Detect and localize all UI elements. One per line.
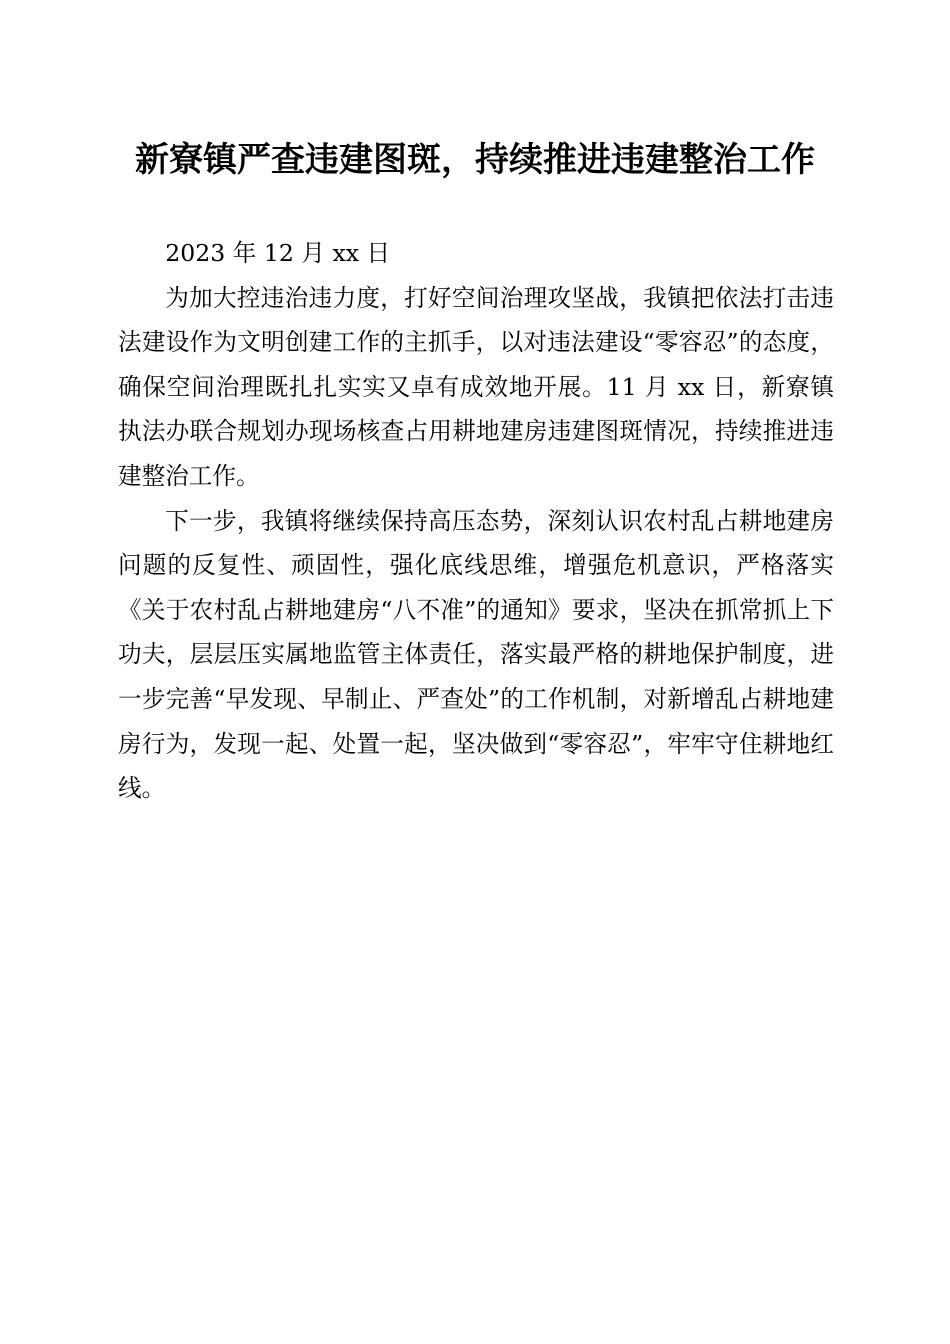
document-body bbox=[118, 231, 834, 811]
document-title: 新寮镇严查违建图斑，持续推进违建整治工作 bbox=[135, 140, 815, 180]
paragraph-1: 为加大控违治违力度，打好空间治理攻坚战，我镇把依法打击违法建设作为文明创建工作的主抓手，以对违法建设“零容忍”的态度，确保空间治理既扎扎实实又卓有成效地开展。11 月 xx 日，新寮镇执法办联合规划办现场核查占用耕地建房违建图斑情况，持续推进违建整治工作。 bbox=[118, 283, 834, 490]
paragraph-2: 下一步，我镇将继续保持高压态势，深刻认识农村乱占耕地建房问题的反复性、顽固性，强化底线思维，增强危机意识，严格落实《关于农村乱占耕地建房“八不准”的通知》要求，坚决在抓常抓上下功夫，层层压实属地监管主体责任，落实最严格的耕地保护制度，进一步完善“早发现、早制止、严查处”的工作机制，对新增乱占耕地建房行为，发现一起、处置一起，坚决做到“零容忍”，牢牢守住耕地红线。 bbox=[118, 506, 834, 803]
document-date: 2023 年 12 月 xx 日 bbox=[165, 239, 391, 267]
